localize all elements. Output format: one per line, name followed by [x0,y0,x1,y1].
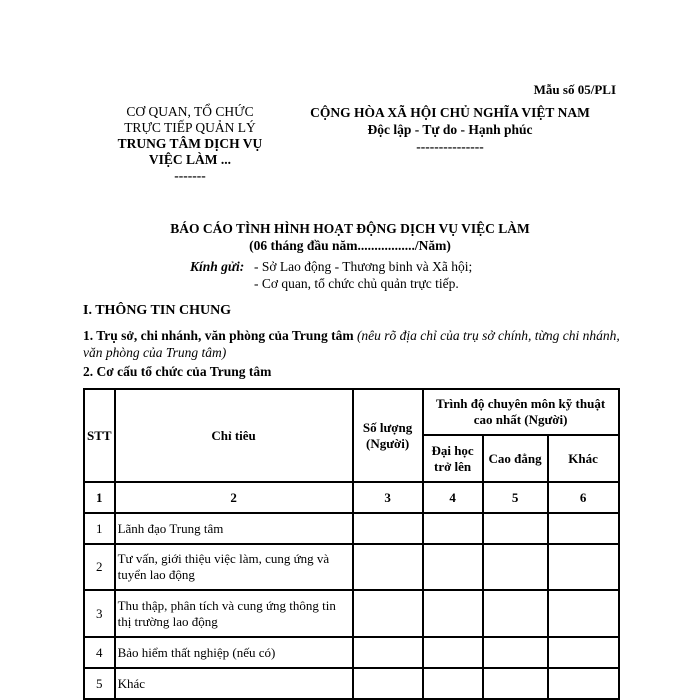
report-title-sub: (06 tháng đầu năm................./Năm) [249,238,451,253]
row-label: Lãnh đạo Trung tâm [115,513,353,544]
agency-line-2: TRỰC TIẾP QUẢN LÝ [124,120,256,135]
org-structure-table [83,388,620,700]
item-1-heading [83,327,623,361]
header-quantity: Số lượng (Người) [353,389,423,482]
national-motto: Độc lập - Tự do - Hạnh phúc [367,122,533,137]
cell-quantity [353,513,423,544]
agency-line-3: TRUNG TÂM DỊCH VỤ [117,136,263,151]
agency-line-4: VIỆC LÀM ... [148,152,232,167]
cell-other [548,513,619,544]
item-1-title: 1. Trụ sở, chi nhánh, văn phòng của Trung tâm [83,328,354,343]
recipients-label: Kính gửi: [190,259,245,274]
row-stt: 3 [84,590,115,637]
column-number: 3 [353,482,423,513]
cell-other [548,544,619,590]
table-row [84,590,619,637]
row-label: Bảo hiểm thất nghiệp (nếu có) [115,637,353,668]
section-heading: I. THÔNG TIN CHUNG [83,303,232,318]
recipient-1: - Sở Lao động - Thương binh và Xã hội; [254,259,473,274]
issuing-agency-header [90,104,290,184]
column-number: 6 [548,482,619,513]
cell-university [423,513,483,544]
cell-university [423,590,483,637]
national-header [290,104,610,155]
item-2-heading: 2. Cơ cấu tổ chức của Trung tâm [83,364,272,379]
row-stt: 5 [84,668,115,699]
row-stt: 2 [84,544,115,590]
report-title-main: BÁO CÁO TÌNH HÌNH HOẠT ĐỘNG DỊCH VỤ VIỆC LÀM [170,221,530,236]
header-qualification: Trình độ chuyên môn kỹ thuật cao nhất (Người) [423,389,619,435]
cell-other [548,668,619,699]
cell-quantity [353,668,423,699]
header-university: Đại học trở lên [423,435,483,482]
cell-college [483,513,548,544]
cell-college [483,590,548,637]
column-number: 1 [84,482,115,513]
agency-divider: ------- [174,168,206,183]
cell-university [423,544,483,590]
cell-other [548,637,619,668]
nation-name: CỘNG HÒA XÃ HỘI CHỦ NGHĨA VIỆT NAM [310,105,590,120]
agency-line-1: CƠ QUAN, TỔ CHỨC [126,104,254,119]
table-row [84,668,619,699]
motto-divider: --------------- [416,139,484,154]
cell-university [423,637,483,668]
form-number: Mẫu số 05/PLI [533,82,616,97]
cell-university [423,668,483,699]
cell-quantity [353,637,423,668]
item-1-note: (nêu rõ địa chỉ của trụ sở chính, từng chi nhánh, văn phòng của Trung tâm) [83,328,620,360]
cell-college [483,668,548,699]
table-row [84,513,619,544]
column-number: 5 [483,482,548,513]
header-stt: STT [84,389,115,482]
header-college: Cao đẳng [483,435,548,482]
cell-other [548,590,619,637]
table-row [84,544,619,590]
column-number: 4 [423,482,483,513]
report-title [0,220,700,254]
row-stt: 1 [84,513,115,544]
row-label: Khác [115,668,353,699]
row-stt: 4 [84,637,115,668]
recipients [190,258,472,292]
column-number: 2 [115,482,353,513]
table-row [84,637,619,668]
header-other: Khác [548,435,619,482]
cell-quantity [353,590,423,637]
cell-college [483,637,548,668]
cell-college [483,544,548,590]
row-label: Tư vấn, giới thiệu việc làm, cung ứng và tuyển lao động [115,544,353,590]
row-label: Thu thập, phân tích và cung ứng thông tin thị trường lao động [115,590,353,637]
cell-quantity [353,544,423,590]
header-indicator: Chỉ tiêu [115,389,353,482]
recipient-2: - Cơ quan, tổ chức chủ quản trực tiếp. [254,276,459,291]
